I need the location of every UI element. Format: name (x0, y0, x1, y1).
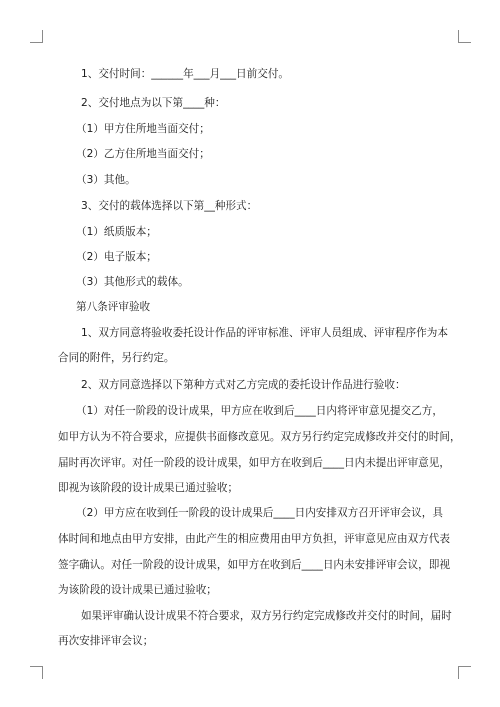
text-line: 1、双方同意将验收委托设计作品的评审标准、评审人员组成、评审程序作为本 (81, 327, 448, 339)
section-heading: 第八条评审验收 (76, 301, 151, 313)
text-line: （1）甲方住所地当面交付； (76, 123, 210, 135)
text-line: 合同的附件，另行约定。 (58, 352, 175, 364)
corner-mark-bottom-left (30, 666, 43, 679)
text-line: 届时再次评审。对任一阶段的设计成果，如甲方在收到后____日内未提出评审意见， (58, 457, 450, 469)
text-line: 再次安排评审会议； (58, 635, 154, 647)
text-line: 1、交付时间：______年___月___日前交付。 (81, 68, 290, 80)
text-line: （1）对任一阶段的设计成果，甲方应在收到后____日内将评审意见提交乙方， (76, 405, 443, 417)
text-line: 2、交付地点为以下第____种： (81, 97, 226, 109)
text-line: （1）纸质版本； (76, 226, 157, 238)
text-line: 即视为该阶段的设计成果已通过验收； (58, 482, 239, 494)
text-line: 如甲方认为不符合要求，应提供书面修改意见。双方另行约定完成修改并交付的时间， (58, 431, 461, 443)
text-line: （2）甲方应在收到任一阶段的设计成果后____日内安排双方召开评审会议，具 (76, 507, 443, 519)
text-line: 体时间和地点由甲方安排，由此产生的相应费用由甲方负担，评审意见应由双方代表 (58, 533, 450, 545)
text-line: 2、双方同意选择以下第种方式对乙方完成的委托设计作品进行验收： (81, 379, 406, 391)
corner-mark-top-right (458, 30, 471, 43)
text-line: 3、交付的载体选择以下第__种形式： (81, 200, 258, 212)
text-line: （3）其他形式的载体。 (76, 276, 189, 288)
corner-mark-top-left (30, 30, 43, 43)
corner-mark-bottom-right (458, 666, 471, 679)
text-line: 签字确认。对任一阶段的设计成果，如甲方在收到后____日内未安排评审会议，即视 (58, 559, 450, 571)
text-line: （2）电子版本； (76, 251, 157, 263)
text-line: 为该阶段的设计成果已通过验收； (58, 584, 217, 596)
text-line: 如果评审确认设计成果不符合要求，双方另行约定完成修改并交付的时间，届时 (81, 610, 452, 622)
text-line: （3）其他。 (76, 174, 136, 186)
text-line: （2）乙方住所地当面交付； (76, 148, 210, 160)
